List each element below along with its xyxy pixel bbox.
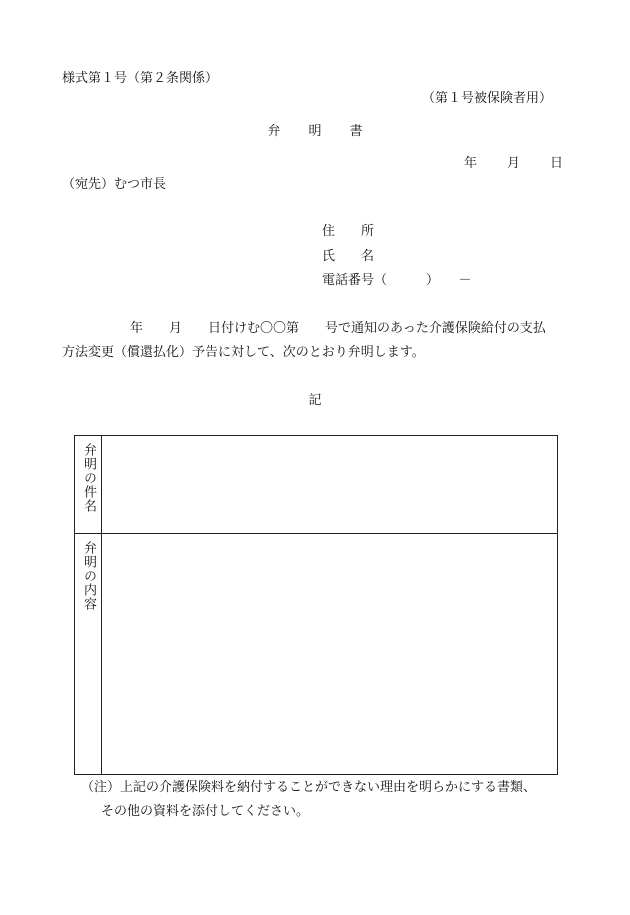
document-title: 弁明書 bbox=[267, 124, 391, 139]
subject-label: 弁明の件名 bbox=[81, 443, 96, 513]
address-label: 住 所 bbox=[322, 224, 375, 239]
content-field[interactable] bbox=[102, 534, 557, 774]
statement-table bbox=[74, 435, 558, 775]
footnote-line-1: （注）上記の介護保険料を納付することができない理由を明らかにする書類、 bbox=[81, 780, 537, 795]
content-label: 弁明の内容 bbox=[81, 541, 96, 611]
phone-label: 電話番号（ ） － bbox=[322, 273, 472, 288]
date-day: 日 bbox=[550, 156, 564, 171]
form-target: （第１号被保険者用） bbox=[421, 91, 552, 106]
table-row-content bbox=[75, 534, 557, 774]
addressee: （宛先）むつ市長 bbox=[62, 177, 167, 192]
date-year: 年 bbox=[464, 156, 478, 171]
date-line bbox=[464, 156, 563, 172]
row-header-subject bbox=[75, 436, 102, 533]
form-number: 様式第１号（第２条関係） bbox=[62, 71, 219, 86]
subject-field[interactable] bbox=[102, 436, 557, 533]
footnote-line-2: その他の資料を添付してください。 bbox=[101, 804, 310, 819]
name-label: 氏 名 bbox=[322, 249, 375, 264]
row-header-content bbox=[75, 534, 102, 774]
date-month: 月 bbox=[507, 156, 521, 171]
body-text-line-2: 方法変更（償還払化）予告に対して、次のとおり弁明します。 bbox=[62, 345, 425, 360]
note-mark: 記 bbox=[308, 393, 322, 408]
body-text-line-1: 年 月 日付けむ〇〇第 号で通知のあった介護保険給付の支払 bbox=[130, 321, 546, 336]
table-row-subject bbox=[75, 436, 557, 534]
